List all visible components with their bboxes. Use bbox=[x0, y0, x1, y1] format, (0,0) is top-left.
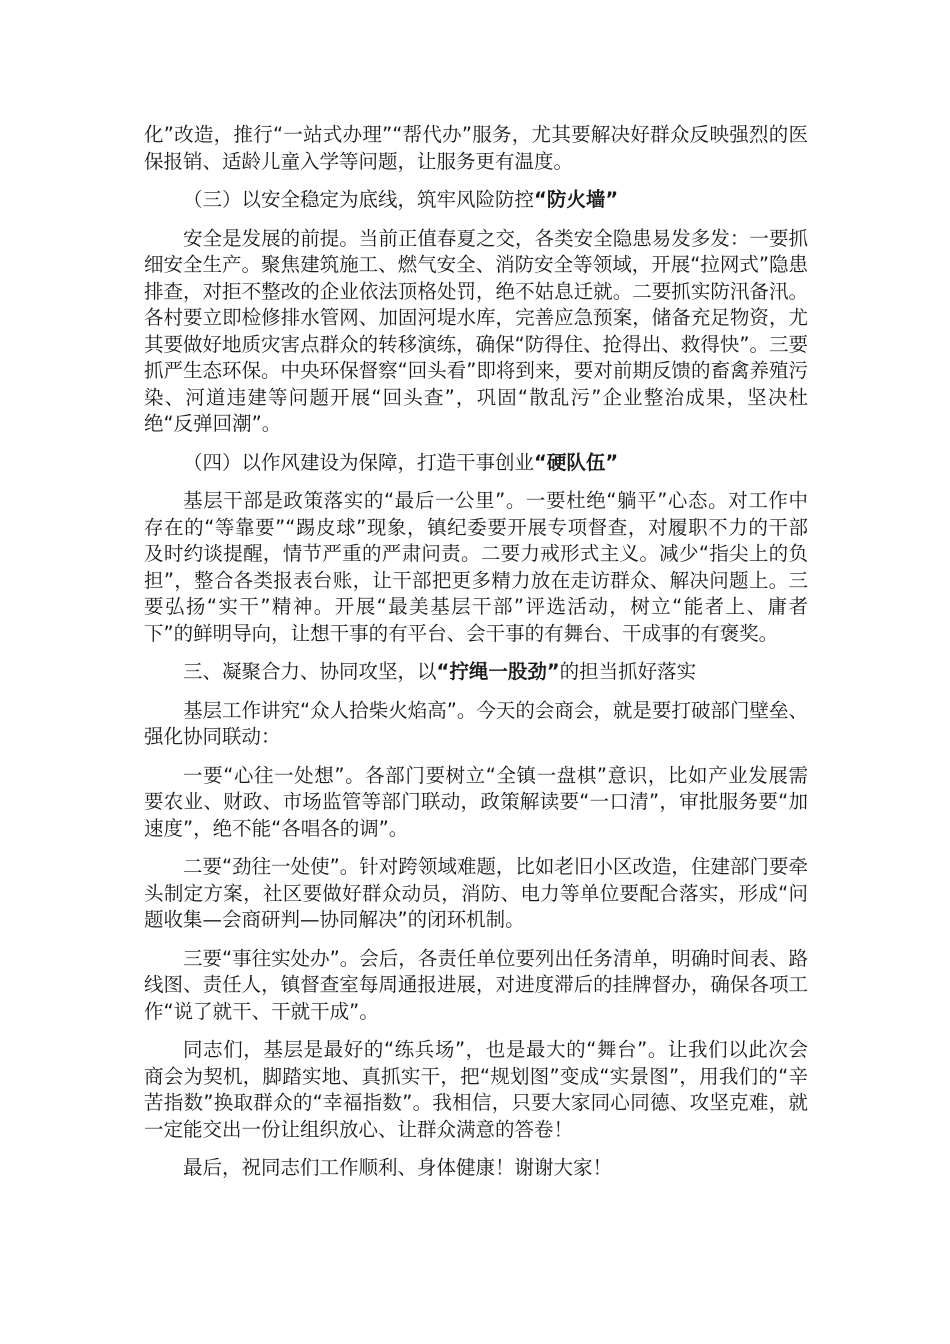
section-heading-collaboration bbox=[144, 659, 808, 686]
heading-suffix: 的担当抓好落实 bbox=[559, 660, 697, 683]
paragraph-point-three: 三要“事往实处办”。会后，各责任单位要列出任务清单，明确时间表、路线图、责任人，镇督查室每周通报进展，对进度滞后的挂牌督办，确保各项工作“说了就干、干就干成”。 bbox=[144, 946, 808, 1023]
heading-text: 三、凝聚合力、协同攻坚，以 bbox=[183, 660, 437, 683]
section-heading-safety bbox=[144, 187, 808, 214]
paragraph-cadres: 基层干部是政策落实的“最后一公里”。一要杜绝“躺平”心态。对工作中存在的“等靠要”“踢皮球”现象，镇纪委要开展专项督查，对履职不力的干部及时约谈提醒，情节严重的严肃问责。二要力戒形式主义。减少“指尖上的负担”，整合各类报表台账，让干部把更多精力放在走访群众、解决问题上。三要弘扬“实干”精神。开展“最美基层干部”评选活动，树立“能者上、庸者下”的鲜明导向，让想干事的有平台、会干事的有舞台、干成事的有褒奖。 bbox=[144, 489, 808, 645]
paragraph-closing: 同志们，基层是最好的“练兵场”，也是最大的“舞台”。让我们以此次会商会为契机，脚踏实地、真抓实干，把“规划图”变成“实景图”，用我们的“辛苦指数”换取群众的“幸福指数”。我相信，只要大家同心同德、攻坚克难，就一定能交出一份让组织放心、让群众满意的答卷！ bbox=[144, 1038, 808, 1141]
heading-text: （三）以安全稳定为底线，筑牢风险防控 bbox=[183, 188, 535, 211]
section-heading-style bbox=[144, 450, 808, 477]
document-page bbox=[144, 122, 808, 1194]
heading-quoted: “防火墙” bbox=[534, 188, 619, 211]
heading-quoted: “硬队伍” bbox=[534, 450, 619, 474]
paragraph-farewell: 最后，祝同志们工作顺利、身体健康！谢谢大家！ bbox=[183, 1156, 613, 1179]
paragraph-point-one: 一要“心往一处想”。各部门要树立“全镇一盘棋”意识，比如产业发展需要农业、财政、市场监管等部门联动，政策解读要“一口清”，审批服务要“加速度”，绝不能“各唱各的调”。 bbox=[144, 763, 808, 840]
paragraph-point-two: 二要“劲往一处使”。针对跨领域难题，比如老旧小区改造，住建部门要牵头制定方案，社区要做好群众动员，消防、电力等单位要配合落实，形成“问题收集—会商研判—协同解决”的闭环机制。 bbox=[144, 855, 808, 931]
heading-quoted: “拧绳一股劲” bbox=[436, 660, 560, 683]
paragraph-service-continued: 化”改造，推行“一站式办理”“帮代办”服务，尤其要解决好群众反映强烈的医保报销、适龄儿童入学等问题，让服务更有温度。 bbox=[144, 123, 808, 173]
paragraph-safety: 安全是发展的前提。当前正值春夏之交，各类安全隐患易发多发：一要抓细安全生产。聚焦建筑施工、燃气安全、消防安全等领域，开展“拉网式”隐患排查，对拒不整改的企业依法顶格处罚，绝不姑息迁就。二要抓实防汛备汛。各村要立即检修排水管网、加固河堤水库，完善应急预案，储备充足物资，尤其要做好地质灾害点群众的转移演练，确保“防得住、抢得出、救得快”。三要抓严生态环保。中央环保督察“回头看”即将到来，要对前期反馈的畜禽养殖污染、河道违建等问题开展“回头查”，巩固“散乱污”企业整治成果，坚决杜绝“反弹回潮”。 bbox=[144, 226, 808, 435]
heading-text: （四）以作风建设为保障，打造干事创业 bbox=[183, 450, 535, 474]
paragraph-collaboration-intro: 基层工作讲究“众人拾柴火焰高”。今天的会商会，就是要打破部门壁垒、强化协同联动： bbox=[144, 698, 808, 748]
